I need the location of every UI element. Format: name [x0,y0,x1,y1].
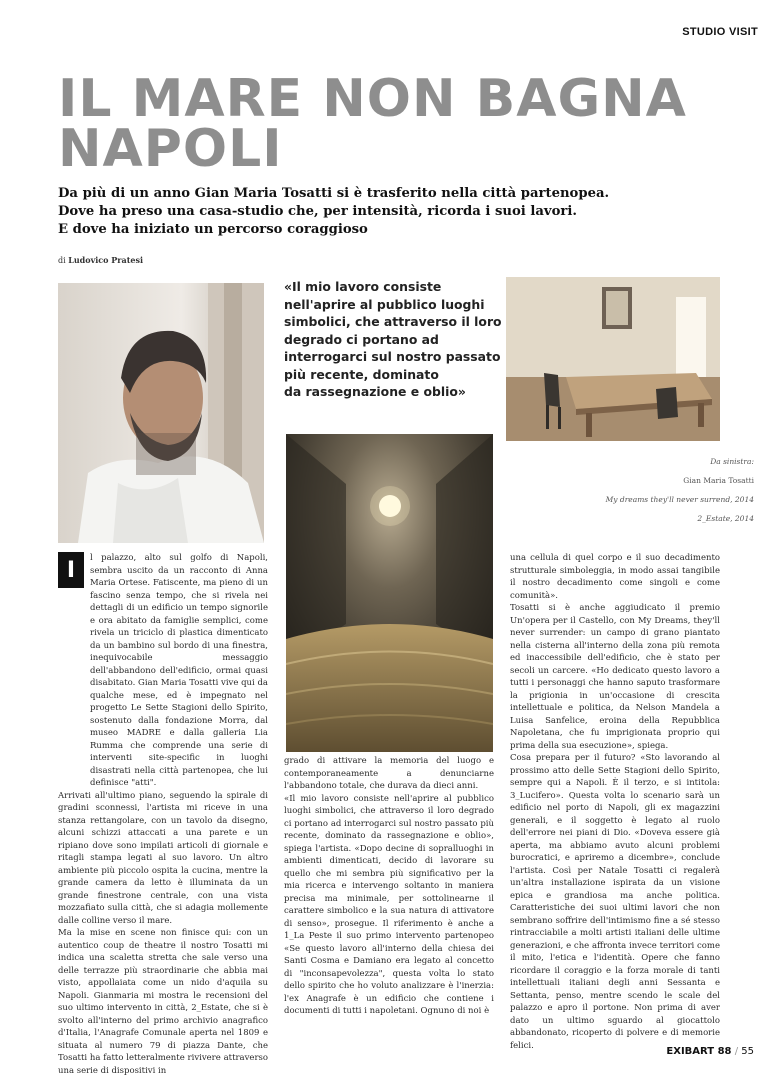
lede-line: E dove ha iniziato un percorso coraggioso [58,222,368,237]
body-paragraph: Cosa prepara per il futuro? «Sto lavorando al prossimo atto delle Sette Stagioni dello Spirito, sempre qui a Napoli. È il terzo, e si intitola: 3_Lucifero». Questa volta lo scenario sarà un edificio nel porto di Napoli, gli ex magazzini generali, e il soggetto è legato al ruolo dell'errore nei piani di Dio. «Doveva essere già aperta, ma abbiamo avuto alcuni problemi burocratici, e apriremo a dicembre», conclude l'artista. Così per Natale Tosatti ci regalerà un'altra installazione ispirata da un visione epica e grandiosa ma anche politica. Caratteristiche dei suoi ultimi lavori che non sembrano soffrire dell'intimismo fine a sé stesso rintracciabile a molti artisti italiani delle ultime generazioni, e che affronta invece territori come il mito, l'etica e l'identità. Opere che fanno ricordare il coraggio e la forza morale di tanti intellettuali italiani degli anni Sessanta e Settanta, penso, mentre scendo le scale del palazzo e apro il portone. Non prima di aver dato un ultimo sguardo al giocattolo abbandonato, ricoperto di polvere e di memorie felici. [510,753,720,1051]
page-footer [666,1046,754,1057]
article-column-3 [510,552,720,1051]
magazine-issue: EXIBART 88 [666,1046,732,1057]
caption-line-3: 2_Estate, 2014 [697,514,754,523]
pull-quote-line: nell'aprire al pubblico luoghi [284,296,485,312]
pull-quote-line: simbolici, che attraverso il loro [284,314,502,329]
pull-quote [284,278,500,401]
body-paragraph: grado di attivare la memoria del luogo e contemporaneamente a denunciarne l'abbandono totale, che durava da dieci anni. [284,756,494,791]
wheat-cistern-graphic [286,434,493,752]
body-paragraph: Arrivati all'ultimo piano, seguendo la spirale di gradini sconnessi, l'artista mi riceve in una stanza rettangolare, con un tavolo da disegno, alcuni schizzi attaccati a una parete e un ripiano dove sono impilati articoli di giornale e ritagli stampa legati al suo lavoro. Un altro ambiente più piccolo ospita la cucina, mentre la grande camera da letto è illuminata da un grande finestrone centrale, con una vista mozzafiato sulla città, che si adagia mollemente dalle colline verso il mare. [58,790,268,926]
pull-quote-line: degrado ci portano ad [284,331,439,347]
studio-room-photo [506,277,720,441]
footer-separator: / [734,1046,739,1057]
drop-cap: I [58,552,84,588]
portrait-photo-graphic [58,283,264,543]
article-lede [58,185,748,239]
pull-quote-line: da rassegnazione e oblio» [284,384,466,399]
body-paragraph: l palazzo, alto sul golfo di Napoli, sembra uscito da un racconto di Anna Maria Ortese. Fatiscente, ma pieno di un fascino senza tempo, che si rivela nei dettagli di un edificio un tempo signorile e ora abitato da famiglie semplici, come rivela un triciclo di plastica dimenticato da un bambino sul bordo di una finestra, inequivocabile messaggio dell'abbandono dell'edificio, ormai quasi disabitato. Gian Maria Tosatti vive qui da qualche mese, ed è impegnato nel progetto Le Sette Stagioni dello Spirito, sostenuto dalla fondazione Morra, dal museo MADRE e dalla galleria Lia Rumma che comprende una serie di interventi site-specific in luoghi disastrati nella città partenopea, che lui definisce "atti". [90,553,268,788]
pull-quote-line: più recente, dominato [284,366,439,382]
body-paragraph: Tosatti si è anche aggiudicato il premio Un'opera per il Castello, con My Dreams, they'll never surrender: un campo di grano piantato nella cisterna all'interno della zona più remota ed inaccessibile dell'edificio, che è stato per secoli un carcere. «Ho dedicato questo lavoro a tutti i personaggi che hanno saputo trasformare la prigionia in un'occasione di crescita intellettuale e politica, da Nelson Mandela a Luisa Sanfelice, eroina della Repubblica Napoletana, che fu imprigionata proprio qui prima della sua esecuzione», spiega. [510,603,720,751]
caption-intro: Da sinistra: [710,457,754,466]
article-column-1 [58,552,268,1076]
caption-line-1: Gian Maria Tosatti [683,476,754,485]
photo-caption [514,452,754,528]
body-paragraph: una cellula di quel corpo e il suo decadimento strutturale simboleggia, in modo assai tangibile il nostro decadimento come singoli e come comunità». [510,553,720,601]
byline-prefix: di [58,256,66,265]
caption-line-2: My dreams they'll never surrend, 2014 [605,495,754,504]
article-headline [58,69,758,179]
pull-quote-line: «Il mio lavoro consiste [284,279,442,294]
body-paragraph: Ma la mise en scene non finisce qui: con un autentico coup de theatre il nostro Tosatti mi indica una scaletta stretta che sale verso una delle terrazze più straordinarie che abbia mai visto, appollaiata come un nido d'aquila su Napoli. Gianmaria mi mostra le recensioni del suo ultimo intervento in città, 2_Estate, che si è svolto all'interno del primo archivio anagrafico d'Italia, l'Anagrafe Comunale aperta nel 1809 e situata al numero 79 di piazza Dante, che Tosatti ha fatto letteralmente rivivere attraverso una serie di dispositivi in [58,928,268,1076]
pull-quote-line: interrogarci sul nostro passato [284,349,501,364]
headline-line-2: NAPOLI [58,119,283,179]
wheat-cistern-photo [286,434,493,752]
byline-author: Ludovico Pratesi [68,255,144,265]
page-number: 55 [741,1046,754,1057]
studio-room-graphic [506,277,720,441]
lede-line: Da più di un anno Gian Maria Tosatti si è trasferito nella città partenopea. [58,186,610,201]
portrait-photo [58,283,264,543]
body-paragraph: «Il mio lavoro consiste nell'aprire al pubblico luoghi simbolici, che attraverso il loro degrado ci portano ad interrogarci sul nostro passato più recente, dominato da rassegnazione e oblio», spiega l'artista. «Dopo decine di sopralluoghi in ambienti dimenticati, decido di lavorare su quello che mi sembra più significativo per la mia ricerca e intervengo soltanto in maniera precisa ma minimale, per sottolinearne il carattere simbolico e la sua natura di attivatore di senso», prosegue. Il riferimento è anche a 1_La Peste il suo primo intervento partenopeo «Se questo lavoro all'interno della chiesa dei Santi Cosma e Damiano era legato al concetto di "inconsapevolezza", questa volta lo stato dello spirito che ho voluto analizzare è l'inerzia: l'ex Anagrafe è un edificio che contiene i documenti di tutti i napoletani. Ognuno di noi è [284,793,494,1016]
lede-line: Dove ha preso una casa-studio che, per intensità, ricorda i suoi lavori. [58,204,577,219]
byline [58,255,143,265]
section-label: STUDIO VISIT [682,26,758,38]
article-column-2 [284,755,494,1055]
headline-line-1: IL MARE NON BAGNA [58,69,687,129]
